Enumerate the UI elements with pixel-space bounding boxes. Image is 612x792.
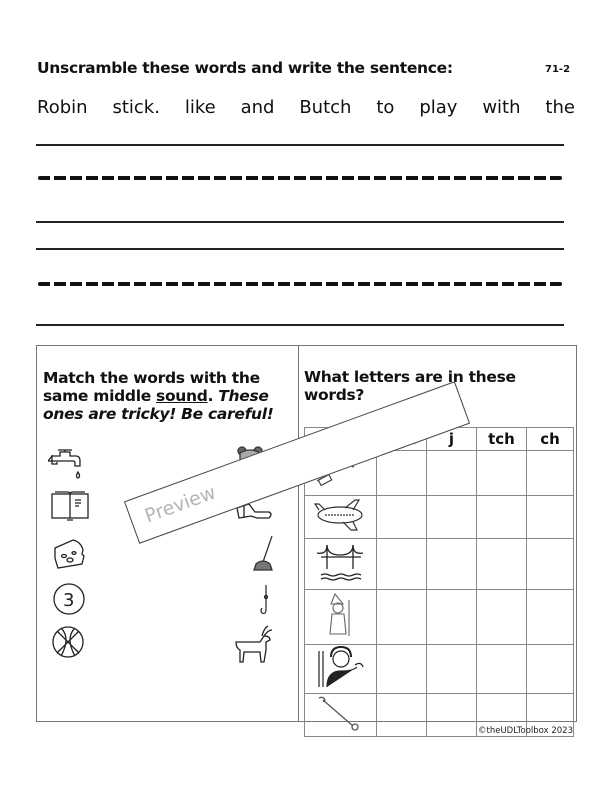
page-title: Unscramble these words and write the sentence:	[37, 59, 453, 77]
section-divider	[298, 345, 299, 722]
answer-cell[interactable]	[377, 496, 427, 539]
scramble-word: and	[240, 97, 275, 118]
table-row	[305, 539, 574, 590]
faucet-icon[interactable]	[48, 444, 84, 484]
letters-table	[304, 427, 574, 737]
number-three-icon[interactable]	[52, 582, 86, 616]
writing-line-solid[interactable]	[36, 248, 564, 250]
scramble-word: Butch	[299, 97, 352, 118]
answer-cell[interactable]	[377, 590, 427, 645]
match-title-italic: These ones are tricky! Be careful!	[43, 387, 274, 423]
answer-cell[interactable]	[427, 590, 477, 645]
scramble-word: to	[376, 97, 395, 118]
writing-line-dashed	[38, 176, 562, 180]
scramble-word: stick.	[112, 97, 160, 118]
copyright: ©theUDLToolbox 2023	[478, 726, 573, 736]
wrench-icon	[305, 694, 377, 737]
answer-cell[interactable]	[527, 590, 574, 645]
scramble-word: Robin	[37, 97, 88, 118]
judge-icon	[305, 645, 377, 694]
answer-cell[interactable]	[427, 451, 477, 496]
scramble-word: the	[545, 97, 575, 118]
answer-cell[interactable]	[377, 694, 427, 737]
column-header: tch	[477, 428, 527, 451]
writing-line-dashed	[38, 282, 562, 286]
goat-icon[interactable]	[232, 624, 272, 664]
table-row	[305, 590, 574, 645]
answer-cell[interactable]	[427, 694, 477, 737]
answer-cell[interactable]	[527, 539, 574, 590]
table-row	[305, 496, 574, 539]
svg-text:3: 3	[63, 590, 75, 611]
answer-cell[interactable]	[427, 645, 477, 694]
table-row	[305, 645, 574, 694]
column-header: j	[427, 428, 477, 451]
match-title-underlined: sound	[156, 387, 208, 405]
answer-cell[interactable]	[477, 645, 527, 694]
hook-icon[interactable]	[258, 583, 272, 617]
bridge-icon	[305, 539, 377, 590]
scramble-word: like	[184, 97, 216, 118]
match-title-punct: .	[207, 387, 219, 405]
match-title-text: Match the words with the same middle	[43, 369, 260, 405]
airplane-icon	[305, 496, 377, 539]
cheese-icon[interactable]	[52, 536, 86, 570]
writing-line-solid[interactable]	[36, 144, 564, 146]
book-icon[interactable]	[50, 490, 90, 524]
witch-icon	[305, 590, 377, 645]
scrambled-words	[37, 97, 575, 118]
answer-cell[interactable]	[527, 645, 574, 694]
answer-cell[interactable]	[427, 496, 477, 539]
answer-cell[interactable]	[477, 590, 527, 645]
scramble-word: with	[482, 97, 521, 118]
letters-section-title: What letters are in these words?	[304, 368, 516, 404]
writing-line-solid[interactable]	[36, 221, 564, 223]
answer-cell[interactable]	[477, 496, 527, 539]
answer-cell[interactable]	[477, 539, 527, 590]
basketball-icon[interactable]	[51, 625, 85, 659]
column-header: ch	[527, 428, 574, 451]
answer-cell[interactable]	[427, 539, 477, 590]
writing-line-solid[interactable]	[36, 324, 564, 326]
worksheet-code: 71-2	[545, 64, 571, 75]
mop-icon[interactable]	[252, 534, 278, 574]
answer-cell[interactable]	[377, 451, 427, 496]
preview-label: Preview	[141, 481, 219, 528]
answer-cell[interactable]	[527, 496, 574, 539]
answer-cell[interactable]	[377, 645, 427, 694]
match-section-title	[43, 369, 293, 423]
answer-cell[interactable]	[527, 451, 574, 496]
answer-cell[interactable]	[377, 539, 427, 590]
answer-cell[interactable]	[477, 451, 527, 496]
scramble-word: play	[419, 97, 458, 118]
